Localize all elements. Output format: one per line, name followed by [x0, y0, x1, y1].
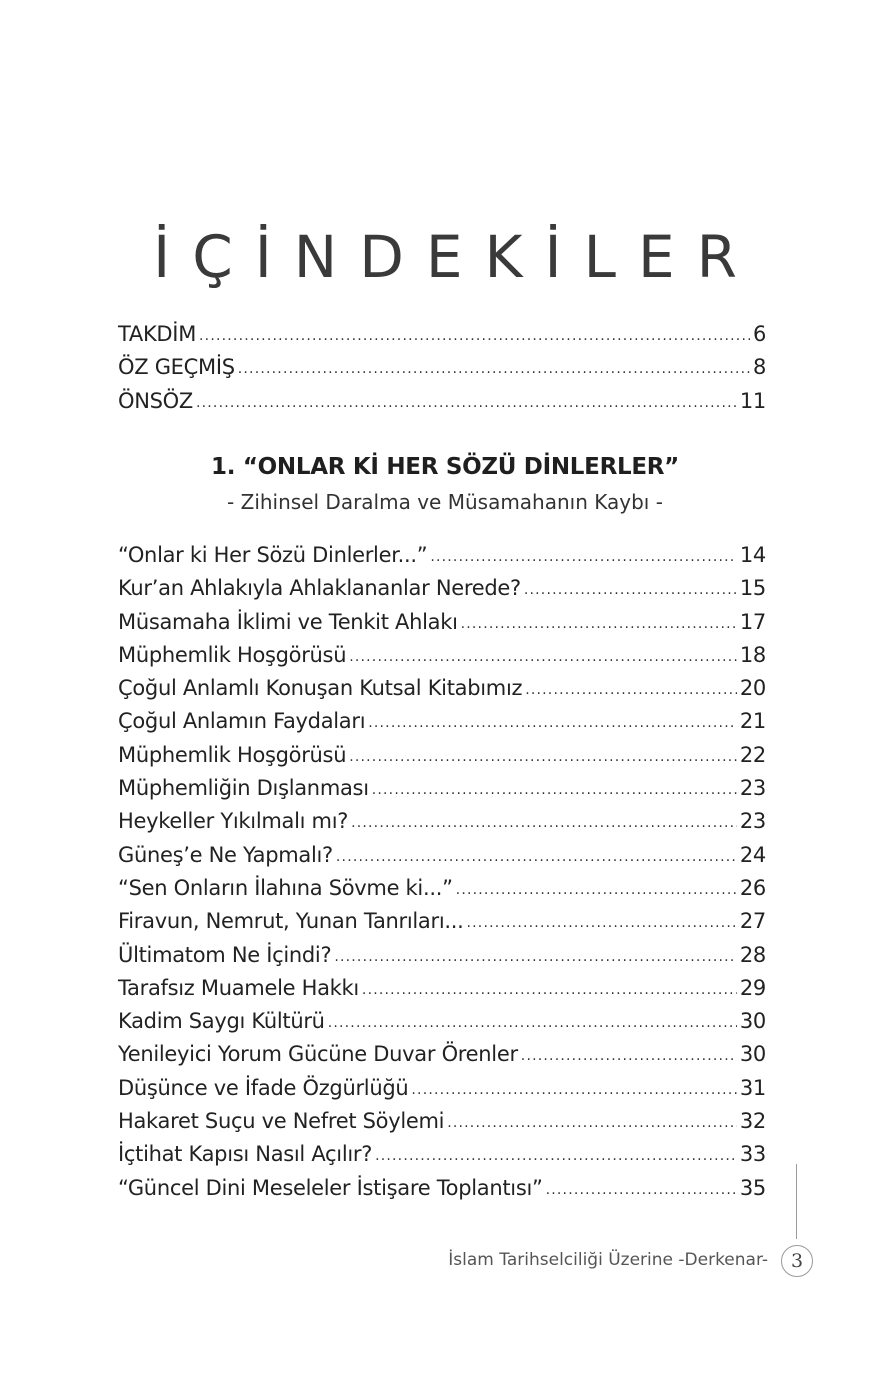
toc-entry-page: 30	[739, 1042, 766, 1067]
toc-entry-title: Müphemlik Hoşgörüsü	[118, 642, 347, 667]
toc-entry	[118, 776, 766, 809]
dot-leader	[328, 1008, 737, 1032]
toc-entry-title: Heykeller Yıkılmalı mı?	[118, 809, 349, 834]
toc-entry-title: Güneş’e Ne Yapmalı?	[118, 842, 333, 867]
toc-entry-page: 23	[739, 809, 766, 834]
toc-entry-page: 28	[739, 942, 766, 967]
toc-entry-takdim	[118, 322, 766, 355]
toc-entry	[118, 610, 766, 643]
toc-entry-page: 15	[739, 576, 766, 601]
toc-entry-title: Ültimatom Ne İçindi?	[118, 942, 332, 967]
running-footer: İslam Tarihselciliği Üzerine -Derkenar-	[448, 1250, 768, 1270]
toc-entry-oz-gecmis	[118, 355, 766, 388]
toc-entry-page: 20	[739, 676, 766, 701]
chapter-title: 1. “ONLAR Kİ HER SÖZÜ DİNLERLER”	[211, 454, 679, 480]
dot-leader	[336, 842, 737, 866]
toc-entry-title: Tarafsız Muamele Hakkı	[118, 975, 359, 1000]
dot-leader	[546, 1175, 737, 1199]
toc-entry-page: 26	[739, 875, 766, 900]
toc-entry-page: 24	[739, 842, 766, 867]
toc-entry-page: 8	[752, 355, 766, 380]
toc-entry-page: 35	[739, 1175, 766, 1200]
toc-entry-title: ÖNSÖZ	[118, 388, 193, 413]
dot-leader	[430, 542, 737, 566]
toc-entry-page: 30	[739, 1009, 766, 1034]
dot-leader	[368, 708, 737, 732]
toc-entry	[118, 1076, 766, 1109]
toc-entry	[118, 876, 766, 909]
toc-entry	[118, 643, 766, 676]
toc-entry	[118, 576, 766, 609]
dot-leader	[525, 675, 737, 699]
dot-leader	[349, 642, 737, 666]
toc-entry-page: 21	[739, 709, 766, 734]
toc-entry	[118, 1009, 766, 1042]
dot-leader	[372, 775, 737, 799]
toc-entry	[118, 976, 766, 1009]
toc-entry-page: 11	[739, 388, 766, 413]
dot-leader	[349, 742, 737, 766]
page-number: 3	[781, 1245, 813, 1277]
toc-entry-page: 27	[739, 909, 766, 934]
toc-entry-page: 29	[739, 975, 766, 1000]
toc-entry-page: 33	[739, 1142, 766, 1167]
chapter-subtitle: - Zihinsel Daralma ve Müsamahanın Kaybı -	[227, 490, 663, 514]
footer-divider	[796, 1164, 797, 1239]
dot-leader	[238, 354, 750, 378]
toc-entry	[118, 843, 766, 876]
toc-entry-page: 14	[739, 543, 766, 567]
toc-entry	[118, 709, 766, 742]
toc-entry-title: “Sen Onların İlahına Sövme ki...”	[118, 875, 453, 900]
toc-entry-title: Hakaret Suçu ve Nefret Söylemi	[118, 1109, 445, 1134]
toc-entry-title: Yenileyici Yorum Gücüne Duvar Örenler	[118, 1042, 518, 1067]
front-matter-list	[118, 322, 766, 422]
toc-entry	[118, 1042, 766, 1075]
toc-entry	[118, 1142, 766, 1175]
dot-leader	[362, 975, 737, 999]
dot-leader	[447, 1108, 737, 1132]
chapter-entry-list	[118, 543, 766, 1209]
toc-entry-title: Firavun, Nemrut, Yunan Tanrıları...	[118, 909, 464, 934]
toc-entry-page: 17	[739, 609, 766, 634]
toc-entry	[118, 809, 766, 842]
toc-entry-page: 32	[739, 1109, 766, 1134]
toc-entry	[118, 543, 766, 576]
toc-entry-page: 23	[739, 776, 766, 801]
toc-entry-page: 22	[739, 742, 766, 767]
dot-leader	[521, 1041, 737, 1065]
toc-entry-page: 31	[739, 1075, 766, 1100]
toc-entry-title: TAKDİM	[118, 322, 197, 346]
toc-entry	[118, 909, 766, 942]
dot-leader	[411, 1075, 736, 1099]
dot-leader	[334, 942, 737, 966]
page-title: İÇİNDEKİLER	[153, 223, 759, 291]
toc-entry-title: “Güncel Dini Meseleler İstişare Toplantısı”	[118, 1175, 543, 1200]
toc-entry-onsoz	[118, 389, 766, 422]
toc-entry-title: Düşünce ve İfade Özgürlüğü	[118, 1075, 409, 1100]
toc-entry-page: 18	[739, 642, 766, 667]
toc-entry	[118, 1109, 766, 1142]
dot-leader	[375, 1141, 737, 1165]
toc-entry-title: Kur’an Ahlakıyla Ahlaklananlar Nerede?	[118, 576, 521, 601]
toc-entry-title: Müphemlik Hoşgörüsü	[118, 742, 347, 767]
dot-leader	[524, 575, 737, 599]
toc-entry-title: İçtihat Kapısı Nasıl Açılır?	[118, 1142, 373, 1167]
dot-leader	[467, 908, 737, 932]
toc-entry	[118, 1176, 766, 1209]
toc-entry	[118, 743, 766, 776]
dot-leader	[456, 875, 737, 899]
toc-entry-page: 6	[752, 322, 766, 346]
dot-leader	[199, 321, 750, 345]
dot-leader	[461, 609, 737, 633]
dot-leader	[351, 808, 737, 832]
toc-entry-title: Müphemliğin Dışlanması	[118, 776, 369, 801]
toc-entry-title: Kadim Saygı Kültürü	[118, 1009, 325, 1034]
toc-entry	[118, 676, 766, 709]
toc-entry	[118, 943, 766, 976]
toc-entry-title: ÖZ GEÇMİŞ	[118, 355, 235, 380]
toc-entry-title: Çoğul Anlamın Faydaları	[118, 709, 366, 734]
dot-leader	[196, 388, 737, 412]
toc-entry-title: “Onlar ki Her Sözü Dinlerler...”	[118, 543, 428, 567]
toc-entry-title: Çoğul Anlamlı Konuşan Kutsal Kitabımız	[118, 676, 523, 701]
toc-entry-title: Müsamaha İklimi ve Tenkit Ahlakı	[118, 609, 458, 634]
